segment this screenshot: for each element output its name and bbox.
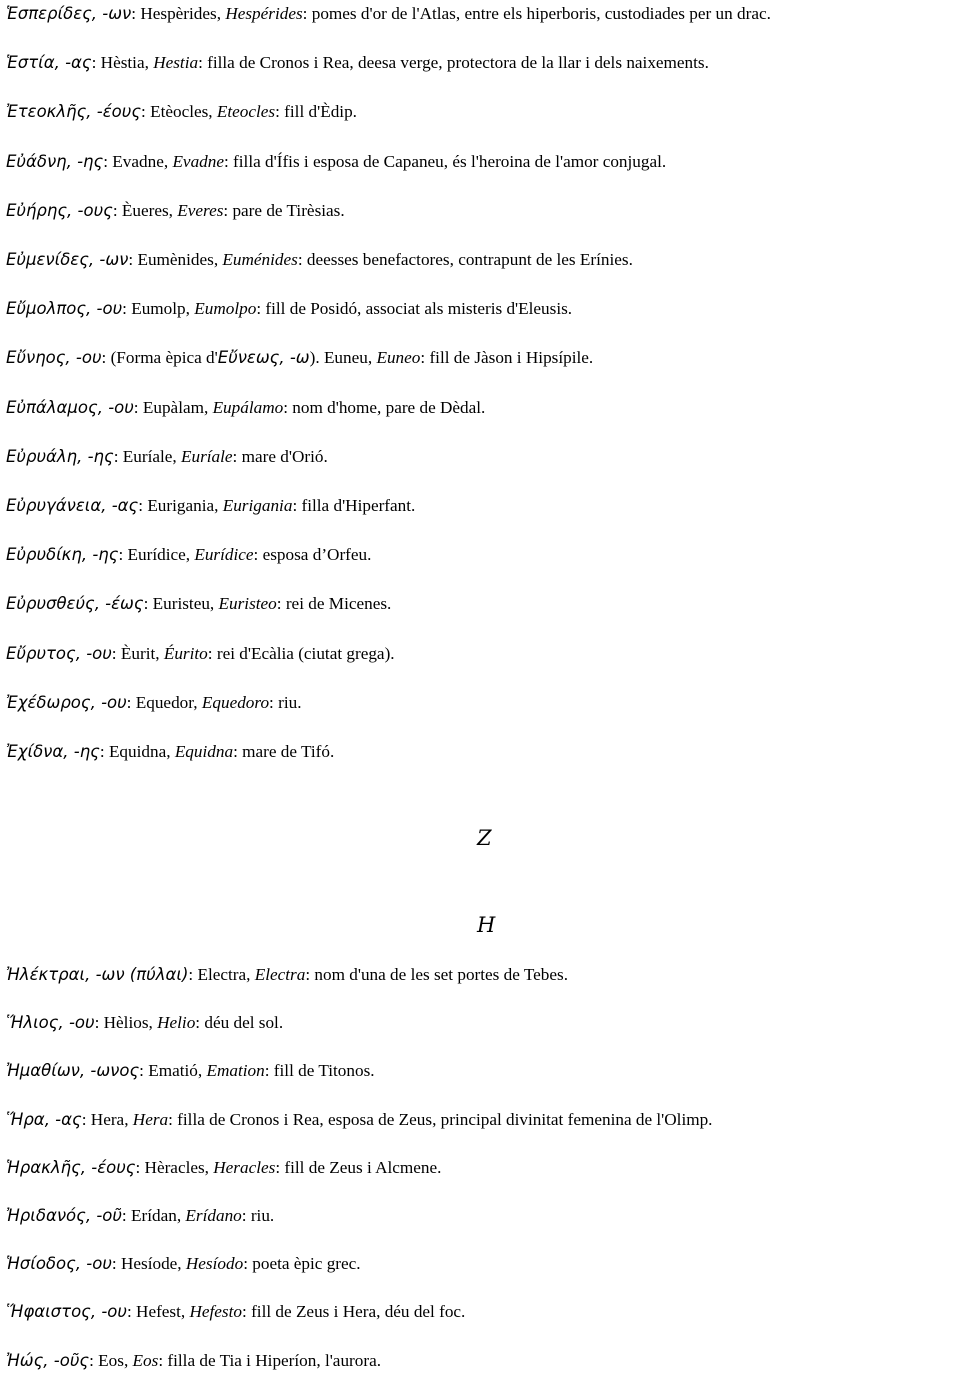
separator: : [133, 397, 143, 417]
greek-term: Εὐήρης, -ους [6, 200, 113, 220]
greek-term: Ἥρα, -ας [6, 1109, 82, 1129]
spanish-name: Hespérides [225, 4, 303, 23]
glossary-entry [6, 1204, 274, 1228]
spanish-name: Everes [177, 200, 224, 220]
catalan-name: Eos [98, 1350, 124, 1370]
separator: : [99, 742, 109, 761]
catalan-name: Hèracles [144, 1157, 205, 1177]
separator: : [135, 1157, 145, 1177]
catalan-name: Eurigania [147, 496, 215, 515]
spanish-name: Hesíodo [185, 1254, 244, 1274]
greek-term: Ἐτεοκλῆς, -έους [6, 102, 141, 122]
definition: : rei d'Ecàlia (ciutat grega). [207, 643, 395, 663]
greek-term: Εὐρυγάνεια, -ας [6, 496, 139, 515]
comma: , [163, 151, 173, 171]
catalan-name: Hèstia [100, 53, 145, 73]
spanish-name: Eos [132, 1350, 159, 1370]
spanish-name: Euristeo [218, 594, 277, 614]
catalan-name: Etèocles [150, 102, 209, 122]
catalan-name: Eumolp [131, 299, 186, 319]
greek-term: Ἑστία, -ας [6, 53, 92, 73]
greek-term: Ἥλιος, -ου [6, 1013, 95, 1033]
glossary-entry [6, 1349, 381, 1373]
glossary-entry [6, 1108, 712, 1132]
separator: : [188, 965, 198, 984]
greek-term: Εὔμολπος, -ου [6, 299, 123, 319]
spanish-name: Hestia [153, 53, 199, 73]
comma: , [168, 200, 178, 220]
greek-term: Ἠλέκτραι, -ων (πύλαι) [6, 965, 189, 984]
greek-term-variant: Εὔνεως, -ω [217, 348, 310, 368]
glossary-entry [6, 100, 357, 124]
comma: , [155, 643, 164, 663]
spanish-name: Eupálamo [212, 397, 284, 417]
comma: , [124, 1109, 133, 1129]
glossary-entry [6, 346, 593, 370]
glossary-entry [6, 396, 485, 420]
spanish-name: Eurigania [222, 496, 293, 515]
glossary-entry [6, 740, 334, 764]
separator: : [111, 1254, 121, 1274]
comma: , [176, 1206, 186, 1225]
separator: : [91, 53, 101, 73]
glossary-entry [6, 248, 633, 272]
definition: : fill de Zeus i Alcmene. [275, 1157, 442, 1177]
greek-term: Ἑσπερίδες, -ων [6, 4, 132, 23]
catalan-name: Èueres [121, 200, 169, 220]
definition: : esposa d’Orfeu. [253, 545, 372, 565]
comma: , [246, 965, 255, 984]
comma: , [144, 53, 154, 73]
greek-term: Εὐπάλαμος, -ου [6, 397, 134, 417]
spanish-name: Hera [132, 1109, 169, 1129]
separator: : [128, 250, 138, 269]
section-letter-z: Z [477, 826, 492, 850]
catalan-name: Electra [197, 965, 247, 984]
separator: : [141, 102, 151, 122]
separator: : [89, 1350, 99, 1370]
comma: , [180, 1302, 190, 1322]
comma: , [166, 742, 175, 761]
definition: : déu del sol. [195, 1013, 284, 1033]
separator: : (Forma èpica d' [101, 348, 218, 368]
greek-term: Ἐχίδνα, -ης [6, 742, 100, 761]
greek-term: Εὐμενίδες, -ων [6, 250, 129, 269]
comma: , [172, 446, 181, 466]
definition: : fill d'Èdip. [275, 102, 357, 122]
greek-term: Ἠώς, -οῦς [6, 1350, 90, 1370]
spanish-name: Eumolpo [194, 299, 257, 319]
definition: : rei de Micenes. [276, 594, 392, 614]
separator: : [118, 545, 128, 565]
definition: : riu. [241, 1206, 275, 1225]
spanish-name: Eteocles [216, 102, 276, 122]
greek-term: Εὐρυάλη, -ης [6, 446, 114, 466]
catalan-name: Hefest [136, 1302, 181, 1322]
section-letter-h: H [477, 913, 496, 937]
definition: : filla d'Ífis i esposa de Capaneu, és l'heroina de l'amor conjugal. [223, 151, 667, 171]
catalan-name: Evadne [112, 151, 164, 171]
glossary-entry [6, 592, 391, 616]
definition: : mare de Tifó. [233, 742, 335, 761]
glossary-entry [6, 1011, 283, 1035]
comma: , [204, 1157, 214, 1177]
glossary-entry [6, 543, 371, 567]
definition: : riu. [269, 692, 302, 712]
separator: ). [309, 348, 324, 368]
definition: : nom d'una de les set portes de Tebes. [305, 965, 568, 984]
greek-term: Ἡρακλῆς, -έους [6, 1157, 136, 1177]
glossary-entry [6, 2, 771, 26]
separator: : [113, 446, 123, 466]
comma: , [148, 1013, 158, 1033]
definition: : nom d'home, pare de Dèdal. [283, 397, 486, 417]
spanish-name: Heracles [213, 1157, 276, 1177]
glossary-entry [6, 1252, 361, 1276]
comma: , [213, 250, 223, 269]
separator: : [122, 299, 132, 319]
catalan-name: Ematió [148, 1061, 198, 1081]
catalan-name: Eurídice [127, 545, 186, 565]
definition: : filla de Cronos i Rea, esposa de Zeus, principal divinitat femenina de l'Olimp. [168, 1109, 713, 1129]
spanish-name: Emation [206, 1061, 265, 1081]
glossary-entry [6, 199, 345, 223]
definition: : poeta èpic grec. [243, 1254, 361, 1274]
separator: : [94, 1013, 104, 1033]
glossary-entry [6, 297, 572, 321]
spanish-name: Eurídice [194, 545, 254, 565]
separator: : [139, 1061, 149, 1081]
glossary-entry [6, 691, 302, 715]
glossary-entry [6, 1059, 375, 1083]
definition: : pomes d'or de l'Atlas, entre els hiperboris, custodiades per un drac. [302, 4, 771, 23]
comma: , [216, 4, 226, 23]
catalan-name: Èurit [120, 643, 156, 663]
separator: : [126, 692, 136, 712]
comma: , [197, 1061, 207, 1081]
greek-term: Ἡσίοδος, -ου [6, 1254, 112, 1274]
catalan-name: Hera [90, 1109, 125, 1129]
spanish-name: Evadne [172, 151, 224, 171]
definition: : deesses benefactores, contrapunt de les Erínies. [297, 250, 633, 269]
greek-term: Ἠμαθίων, -ωνος [6, 1061, 140, 1081]
catalan-name: Hesíode [120, 1254, 178, 1274]
definition: : pare de Tirèsias. [223, 200, 345, 220]
glossary-entry [6, 642, 395, 666]
glossary-entry [6, 963, 568, 987]
spanish-name: Hefesto [189, 1302, 242, 1322]
greek-term: Εὔρυτος, -ου [6, 643, 112, 663]
definition: : filla d'Hiperfant. [292, 496, 416, 515]
comma: , [185, 545, 195, 565]
glossary-entry [6, 445, 328, 469]
greek-term: Εὔνηος, -ου [6, 348, 102, 368]
greek-term: Ἥφαιστος, -ου [6, 1302, 127, 1322]
glossary-entry [6, 1156, 441, 1180]
separator: : [112, 200, 122, 220]
separator: : [138, 496, 148, 515]
spanish-name: Euneo [376, 348, 421, 368]
definition: : fill de Titonos. [264, 1061, 375, 1081]
definition: : fill de Zeus i Hera, déu del foc. [242, 1302, 466, 1322]
separator: : [81, 1109, 91, 1129]
comma: , [193, 692, 202, 712]
greek-term: Εὐρυσθεύς, -έως [6, 594, 144, 614]
catalan-name: Eupàlam [142, 397, 204, 417]
comma: , [203, 397, 213, 417]
spanish-name: Electra [254, 965, 306, 984]
spanish-name: Equidna [174, 742, 234, 761]
separator: : [121, 1206, 131, 1225]
greek-term: Εὐάδνη, -ης [6, 151, 104, 171]
separator: : [111, 643, 121, 663]
comma: , [367, 348, 377, 368]
catalan-name: Hèlios [103, 1013, 149, 1033]
separator: : [103, 151, 113, 171]
spanish-name: Erídano [185, 1206, 242, 1225]
definition: : mare d'Orió. [232, 446, 328, 466]
comma: , [209, 594, 219, 614]
catalan-name: Hespèrides [140, 4, 217, 23]
comma: , [208, 102, 217, 122]
glossary-entry [6, 1300, 465, 1324]
greek-term: Εὐρυδίκη, -ης [6, 545, 119, 565]
definition: : filla de Cronos i Rea, deesa verge, protectora de la llar i dels naixements. [198, 53, 709, 73]
glossary-entry [6, 150, 666, 174]
catalan-name: Euríale [122, 446, 173, 466]
spanish-name: Equedoro [201, 692, 270, 712]
catalan-name: Euristeu [152, 594, 210, 614]
separator: : [126, 1302, 137, 1322]
greek-term: Ἠριδανός, -οῦ [6, 1206, 122, 1225]
catalan-name: Equedor [135, 692, 194, 712]
catalan-name: Euneu [323, 348, 368, 368]
comma: , [123, 1350, 133, 1370]
definition: : fill de Posidó, associat als misteris d'Eleusis. [256, 299, 573, 319]
glossary-entry [6, 51, 709, 75]
spanish-name: Euménides [222, 250, 298, 269]
catalan-name: Erídan [131, 1206, 177, 1225]
separator: : [143, 594, 153, 614]
spanish-name: Éurito [163, 643, 208, 663]
glossary-entry [6, 494, 415, 518]
catalan-name: Equidna [108, 742, 167, 761]
definition: : filla de Tia i Hiperíon, l'aurora. [158, 1350, 382, 1370]
comma: , [177, 1254, 186, 1274]
separator: : [131, 4, 141, 23]
catalan-name: Eumènides [137, 250, 214, 269]
comma: , [214, 496, 223, 515]
comma: , [185, 299, 195, 319]
spanish-name: Helio [157, 1013, 196, 1033]
spanish-name: Euríale [180, 446, 233, 466]
definition: : fill de Jàson i Hipsípile. [420, 348, 594, 368]
greek-term: Ἐχέδωρος, -ου [6, 692, 127, 712]
